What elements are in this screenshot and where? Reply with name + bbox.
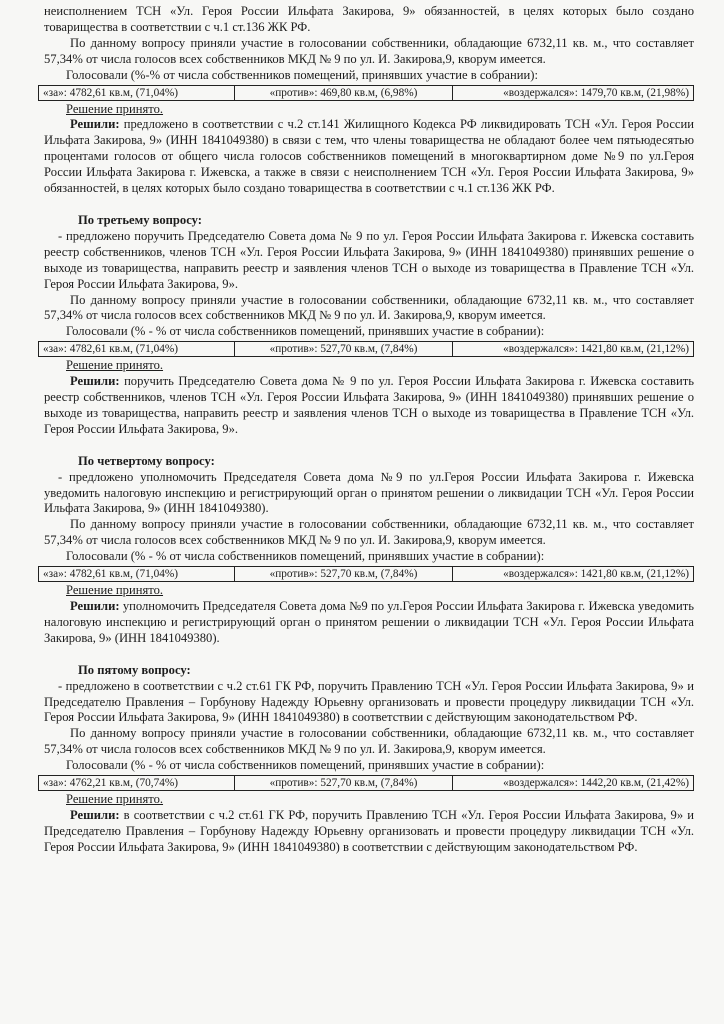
- vote-abstain: «воздержался»: 1421,80 кв.м, (21,12%): [503, 343, 689, 356]
- resolution: [44, 117, 694, 197]
- vote-against: «против»: 527,70 кв.м, (7,84%): [235, 776, 453, 790]
- decision-label: Решение принято.: [66, 583, 164, 598]
- participation-text: По данному вопросу приняли участие в голосовании собственники, обладающие 6732,11 кв. м., что составляет 57,34% от числа голосов всех собственников МКД № 9 по ул. И. Закирова,9, кворум имеется.: [44, 35, 694, 66]
- section-question-3: [44, 213, 694, 438]
- resolved-label: Решили:: [70, 374, 120, 389]
- proposal-text: - предложено уполномочить Председателя Совета дома №9 по ул.Героя России Ильфата Закирова г. Ижевска уведомить налоговую инспекцию и регистрирующий орган о принятом решении о ликвидации ТСН «Ул. Героя России Ильфата Закирова, 9» (ИНН 1841049380).: [44, 469, 694, 516]
- vote-abstain: «воздержался»: 1442,20 кв.м, (21,42%): [503, 777, 689, 790]
- continuation-text: неисполнением ТСН «Ул. Героя России Ильфата Закирова, 9» обязанностей, в целях которых было создано товарищества в соответствии с ч.1 ст.136 ЖК РФ.: [44, 4, 694, 34]
- vote-for: «за»: 4782,61 кв.м, (71,04%): [39, 86, 235, 100]
- resolution: [44, 599, 694, 647]
- resolved-label: Решили:: [70, 117, 120, 132]
- question-heading: По четвертому вопросу:: [78, 453, 215, 468]
- vote-against: «против»: 527,70 кв.м, (7,84%): [235, 567, 453, 581]
- resolved-text: в соответствии с ч.2 ст.61 ГК РФ, поручить Правлению ТСН «Ул. Героя России Ильфата Закирова, 9» и Председателю Правления – Горбунову Надежду Юрьевну организовать и провести процедуру ликвидации ТСН «Ул. Героя России Ильфата Закирова, 9» (ИНН 1841049380) в соответствии с действующим законодательством РФ.: [44, 807, 694, 854]
- section-previous-question: [44, 4, 694, 197]
- participation-text: По данному вопросу приняли участие в голосовании собственники, обладающие 6732,11 кв. м., что составляет 57,34% от числа голосов всех собственников МКД № 9 по ул. И. Закирова,9, кворум имеется.: [44, 292, 694, 323]
- resolution: [44, 808, 694, 856]
- resolved-text: поручить Председателю Совета дома № 9 по ул. Героя России Ильфата Закирова г. Ижевска составить реестр собственников, членов ТСН «Ул. Героя России Ильфата Закирова, 9» (ИНН 1841049380) принявших решение о выходе из товарищества, направить реестр и заявления членов ТСН о выходе из товарищества в Правление ТСН «Ул. Героя России Ильфата Закирова, 9».: [44, 374, 694, 436]
- proposal-text: - предложено в соответствии с ч.2 ст.61 ГК РФ, поручить Правлению ТСН «Ул. Героя России Ильфата Закирова, 9» и Председателю Правления – Горбунову Надежду Юрьевну организовать и провести процедуру ликвидации ТСН «Ул. Героя России Ильфата Закирова, 9» (ИНН 1841049380) в соответствии с действующим законодательством РФ.: [44, 678, 694, 725]
- vote-table: [38, 341, 694, 357]
- voted-label: Голосовали (%-% от числа собственников помещений, принявших участие в собрании):: [66, 67, 538, 82]
- vote-against: «против»: 527,70 кв.м, (7,84%): [235, 342, 453, 356]
- question-heading: По третьему вопросу:: [78, 212, 202, 227]
- vote-abstain: «воздержался»: 1479,70 кв.м, (21,98%): [503, 86, 689, 99]
- resolved-label: Решили:: [70, 807, 120, 822]
- voted-label: Голосовали (% - % от числа собственников помещений, принявших участие в собрании):: [66, 549, 545, 564]
- decision-label: Решение принято.: [66, 358, 164, 373]
- decision-label: Решение принято.: [66, 101, 164, 116]
- participation-text: По данному вопросу приняли участие в голосовании собственники, обладающие 6732,11 кв. м., что составляет 57,34% от числа голосов всех собственников МКД № 9 по ул. И. Закирова,9, кворум имеется.: [44, 517, 694, 548]
- vote-for: «за»: 4782,61 кв.м, (71,04%): [39, 342, 235, 356]
- vote-table: [38, 85, 694, 101]
- question-heading: По пятому вопросу:: [78, 662, 191, 677]
- voted-label: Голосовали (% - % от числа собственников помещений, принявших участие в собрании):: [66, 758, 545, 773]
- vote-table: [38, 775, 694, 791]
- vote-abstain: «воздержался»: 1421,80 кв.м, (21,12%): [503, 568, 689, 581]
- vote-for: «за»: 4762,21 кв.м, (70,74%): [39, 776, 235, 790]
- resolution: [44, 374, 694, 438]
- decision-label: Решение принято.: [66, 792, 164, 807]
- vote-against: «против»: 469,80 кв.м, (6,98%): [235, 86, 453, 100]
- participation-text: По данному вопросу приняли участие в голосовании собственники, обладающие 6732,11 кв. м., что составляет 57,34% от числа голосов всех собственников МКД № 9 по ул. И. Закирова,9, кворум имеется.: [44, 726, 694, 757]
- section-question-5: [44, 663, 694, 856]
- vote-for: «за»: 4782,61 кв.м, (71,04%): [39, 567, 235, 581]
- resolved-label: Решили:: [70, 599, 120, 613]
- proposal-text: - предложено поручить Председателю Совета дома № 9 по ул. Героя России Ильфата Закирова г. Ижевска составить реестр собственников, членов ТСН «Ул. Героя России Ильфата Закирова, 9» (ИНН 1841049380) принявших решение о выходе из товарищества, направить реестр и заявления членов ТСН о выходе из товарищества в Правление ТСН «Ул. Героя России Ильфата Закирова, 9».: [44, 228, 694, 291]
- voted-label: Голосовали (% - % от числа собственников помещений, принявших участие в собрании):: [66, 324, 545, 339]
- section-question-4: [44, 454, 694, 647]
- vote-table: [38, 566, 694, 582]
- resolved-text: уполномочить Председателя Совета дома №9 по ул.Героя России Ильфата Закирова г. Ижевска уведомить налоговую инспекцию и регистрирующий орган о принятом решении о ликвидации ТСН «Ул. Героя России Ильфата Закирова, 9» (ИНН 1841049380).: [44, 599, 694, 645]
- resolved-text: предложено в соответствии с ч.2 ст.141 Жилищного Кодекса РФ ликвидировать ТСН «Ул. Героя России Ильфата Закирова, 9» (ИНН 1841049380) в связи с тем, что члены товарищества не обладают более чем пятьюдесятью процентами голосов от общего числа голосов собственников помещений в многоквартирном доме №9 по ул.Героя России Ильфата Закирова г. Ижевска, а также в связи с неисполнением ТСН «Ул. Героя России Ильфата Закирова, 9» обязанностей, в целях которых было создано товарищества в соответствии с ч.1 ст.136 ЖК РФ.: [44, 117, 694, 196]
